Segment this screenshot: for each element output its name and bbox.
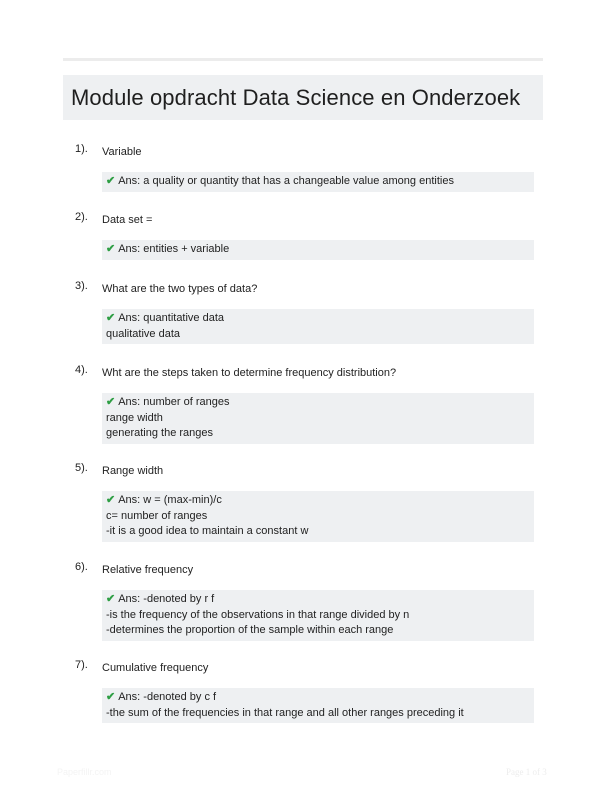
question-item-6 xyxy=(75,563,535,641)
check-icon: ✔ xyxy=(106,593,116,605)
check-icon: ✔ xyxy=(106,396,116,408)
answer-line: Ans: entities + variable xyxy=(118,243,230,255)
check-icon: ✔ xyxy=(106,175,116,187)
answer-line: -determines the proportion of the sample within each range xyxy=(106,624,394,636)
check-icon: ✔ xyxy=(106,691,116,703)
answer-line: -it is a good idea to maintain a constant w xyxy=(106,525,309,537)
question-number: 2). xyxy=(75,211,88,223)
answer-line: Ans: number of ranges xyxy=(118,396,230,408)
question-number: 4). xyxy=(75,364,88,376)
answer-line: Ans: -denoted by r f xyxy=(118,593,215,605)
question-text: Wht are the steps taken to determine frequency distribution? xyxy=(102,367,397,379)
question-item-5 xyxy=(75,464,535,542)
question-item-7 xyxy=(75,661,535,723)
answer-box xyxy=(102,309,534,344)
question-number: 7). xyxy=(75,659,88,671)
answer-box xyxy=(102,688,534,723)
answer-box xyxy=(102,393,534,444)
answer-box xyxy=(102,240,534,260)
answer-line: -is the frequency of the observations in that range divided by n xyxy=(106,608,410,621)
answer-line: Ans: quantitative data xyxy=(118,312,225,324)
answer-box xyxy=(102,590,534,641)
answer-line: Ans: -denoted by c f xyxy=(118,691,217,703)
question-number: 1). xyxy=(75,143,88,155)
answer-line: qualitative data xyxy=(106,327,180,340)
question-number: 3). xyxy=(75,280,88,292)
check-icon: ✔ xyxy=(106,494,116,506)
document-title: Module opdracht Data Science en Onderzoek xyxy=(71,84,521,110)
answer-line: c= number of ranges xyxy=(106,509,208,522)
answer-line: -the sum of the frequencies in that range and all other ranges preceding it xyxy=(106,706,464,719)
question-number: 6). xyxy=(75,561,88,573)
question-item-4 xyxy=(75,366,535,444)
question-text: Relative frequency xyxy=(102,564,194,576)
answer-line: Ans: a quality or quantity that has a changeable value among entities xyxy=(118,175,454,187)
question-item-2 xyxy=(75,213,535,260)
question-item-1 xyxy=(75,145,535,192)
answer-line: Ans: w = (max-min)/c xyxy=(118,494,222,506)
question-text: What are the two types of data? xyxy=(102,283,258,295)
top-divider xyxy=(63,58,543,61)
question-text: Data set = xyxy=(102,214,153,226)
question-number: 5). xyxy=(75,462,88,474)
title-bar xyxy=(63,75,543,120)
question-text: Cumulative frequency xyxy=(102,662,209,674)
question-item-3 xyxy=(75,282,535,344)
check-icon: ✔ xyxy=(106,243,116,255)
question-text: Variable xyxy=(102,146,142,158)
answer-line: generating the ranges xyxy=(106,427,214,439)
page-number: Page 1 of 3 xyxy=(506,767,547,777)
answer-line: range width xyxy=(106,411,163,424)
answer-box xyxy=(102,172,534,192)
question-text: Range width xyxy=(102,465,164,477)
check-icon: ✔ xyxy=(106,312,116,324)
answer-box xyxy=(102,491,534,542)
footer-watermark: Paperfillr.com xyxy=(57,767,112,777)
